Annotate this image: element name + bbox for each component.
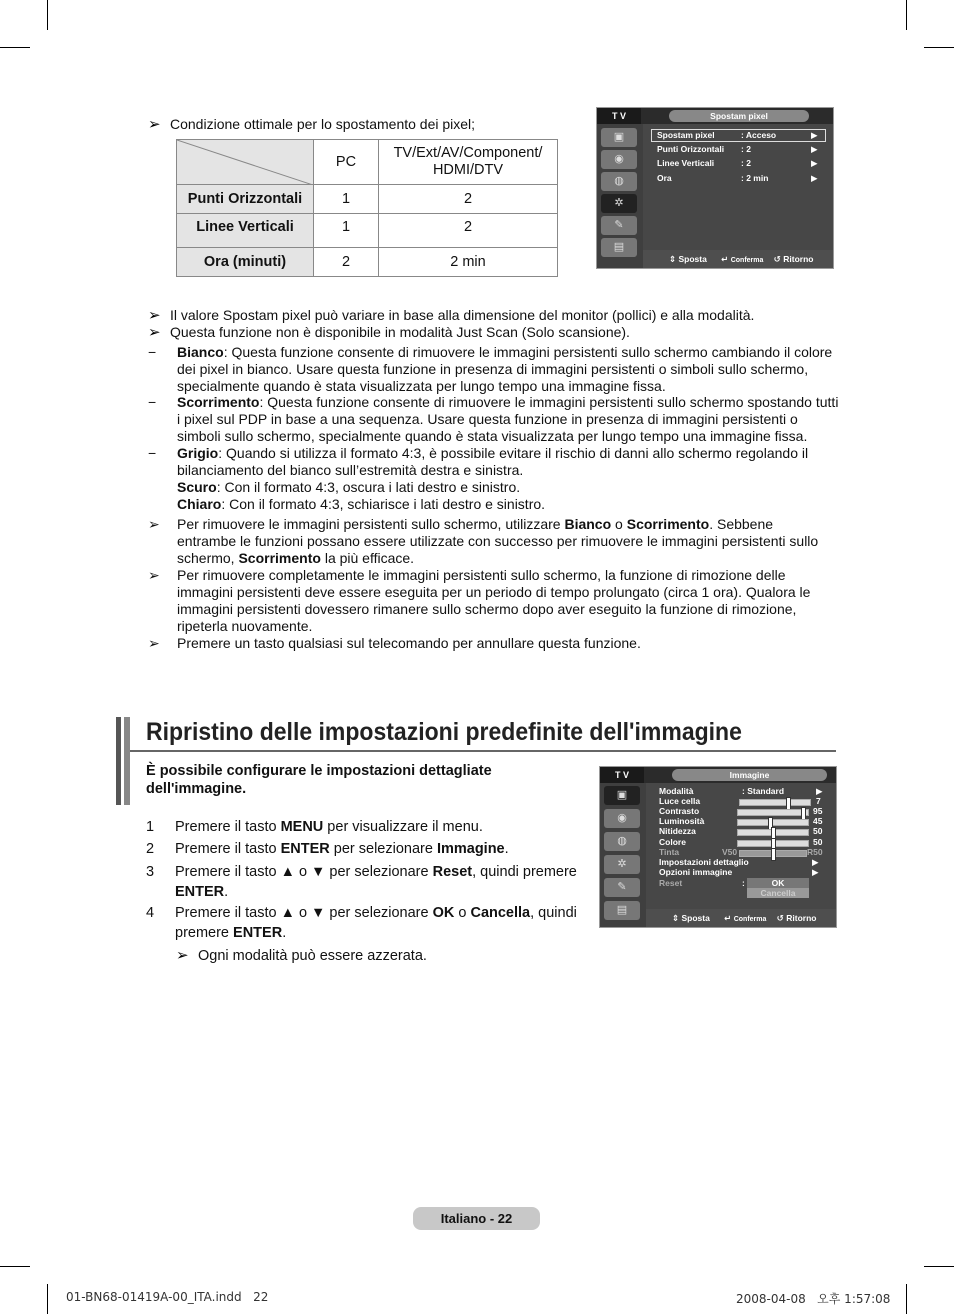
- setup-menu-icon: ✲: [601, 194, 637, 213]
- heading-underline: [130, 750, 836, 752]
- return-icon: ↺: [776, 913, 784, 923]
- table-corner-cell: [177, 140, 314, 185]
- step-text: [175, 862, 595, 902]
- dash-icon: −: [148, 445, 157, 461]
- arrow-icon: ➢: [148, 307, 161, 324]
- osd-row-label: Ora: [657, 173, 672, 183]
- dash-icon: −: [148, 344, 157, 360]
- osd-row-value: : Acceso: [741, 130, 777, 140]
- arrow-icon: ➢: [148, 635, 160, 651]
- osd-ok-option: OK: [747, 878, 809, 888]
- step-fragment: Premere il tasto ▲ o ▼ per selezionare: [175, 905, 433, 921]
- right-arrow-icon: ▶: [812, 867, 819, 877]
- application-menu-icon: ▤: [604, 901, 640, 920]
- step-fragment: .: [504, 841, 509, 857]
- step-number: 4: [146, 905, 155, 921]
- osd-row-value: : Standard: [742, 786, 785, 796]
- timestamp: 2008-04-08 오후 1:57:08: [736, 1292, 891, 1306]
- cell-tv: 2: [379, 185, 558, 214]
- tip-cancel: Premere un tasto qualsiasi sul telecomando per annullare questa funzione.: [177, 635, 641, 651]
- step-fragment: , quindi premere: [472, 864, 577, 880]
- step-fragment: Premere il tasto ▲ o ▼ per selezionare: [175, 864, 433, 880]
- dash-item-scorrimento: Scorrimento: Questa funzione consente di rimuovere le immagini persistenti sullo schermo spostando tutti i pixel sul PDP in base a una sequenza. Usare questa funzione in presenza di immagini persistenti o simboli sullo schermo, specialmente quando è stata visualizzata per lungo tempo una immagine fissa.: [177, 394, 839, 444]
- table-intro: ➢ Condizione ottimale per lo spostamento dei pixel;: [148, 116, 476, 133]
- osd-slider-value: 50: [813, 837, 823, 847]
- dash-item-bianco: Bianco: Questa funzione consente di rimuovere le immagini persistenti sullo schermo cambiando il colore dei pixel in bianco. Usare questa funzione in presenza di immagini persistenti o simboli sullo schermo, specialmente quando è stata visualizzata per lungo tempo una immagine fissa.: [177, 344, 833, 394]
- scuro-item: Scuro: Con il formato 4:3, oscura i lati destro e sinistro.: [177, 479, 521, 495]
- step-fragment: .: [224, 884, 229, 900]
- step-keyword: ENTER: [233, 925, 283, 941]
- header-tv: TV/Ext/AV/Component/ HDMI/DTV: [379, 140, 558, 185]
- section-intro: È possibile configurare le impostazioni dettagliate dell'immagine.: [146, 763, 492, 797]
- sound-menu-icon: ◉: [601, 150, 637, 169]
- arrow-icon: ➢: [148, 324, 161, 341]
- cell-tv: 2: [379, 214, 558, 248]
- heading-bar: [116, 717, 121, 805]
- osd-row-label: Impostazioni dettaglio: [659, 857, 749, 867]
- row-label: Punti Orizzontali: [177, 185, 314, 214]
- right-arrow-icon: ▶: [816, 786, 823, 796]
- osd-tint-left: V50: [722, 847, 738, 857]
- right-arrow-icon: ▶: [811, 173, 818, 183]
- osd-slider: [737, 809, 809, 816]
- step-fragment: .: [282, 925, 287, 941]
- osd-cancel-option: Cancella: [747, 888, 809, 898]
- enter-icon: ↵: [721, 254, 729, 264]
- right-arrow-icon: ▶: [812, 857, 819, 867]
- arrow-icon: ➢: [148, 567, 160, 583]
- osd-row-label: Spostam pixel: [657, 130, 715, 140]
- return-icon: ↺: [773, 254, 781, 264]
- osd-slider-value: 7: [816, 796, 821, 806]
- arrow-icon: ➢: [148, 516, 160, 532]
- cell-tv: 2 min: [379, 248, 558, 277]
- step-note: ➢ Ogni modalità può essere azzerata.: [176, 947, 427, 964]
- step-keyword: Immagine: [436, 841, 505, 857]
- osd-slider-value: 95: [813, 806, 823, 816]
- note: ➢ Il valore Spostam pixel può variare in base alla dimensione del monitor (pollici) e alla modalità.: [148, 307, 755, 324]
- arrow-icon: ➢: [176, 947, 189, 964]
- osd-row-label: Punti Orizzontali: [657, 144, 725, 154]
- tip-bianco-scorrimento: Per rimuovere le immagini persistenti sullo schermo, utilizzare Bianco o Scorrimento. Sebbene entrambe le funzioni possano essere utilizzate con successo per rimuovere le immagini persistenti sullo schermo, Scorrimento la più efficace.: [177, 516, 819, 566]
- step-keyword: Reset: [432, 864, 473, 880]
- crop-mark: [0, 1266, 30, 1267]
- crop-mark: [47, 1284, 48, 1314]
- step-keyword: OK: [432, 905, 455, 921]
- osd-title: Immagine: [672, 769, 827, 781]
- osd-row-value: : 2: [741, 158, 751, 168]
- osd-slider-label: Luce cella: [659, 796, 701, 806]
- right-arrow-icon: ▶: [811, 158, 818, 168]
- step-keyword: ENTER: [175, 884, 225, 900]
- tip-removal: Per rimuovere completamente le immagini persistenti sullo schermo, la funzione di rimozione delle immagini persistenti deve essere eseguita per un periodo di tempo prolungato (circa 1 ora). Qualora le immagini persistenti dovessero rimanere sullo schermo dopo aver eseguito la funzione di rimozione, ripeterla nuovamente.: [177, 567, 811, 634]
- step-keyword: Cancella: [470, 905, 531, 921]
- crop-mark: [906, 1284, 907, 1314]
- osd-footer: ⇕ Sposta ↵ Conferma ↺ Ritorno: [643, 250, 833, 268]
- crop-mark: [906, 0, 907, 30]
- step-fragment: , quindi premere: [175, 905, 577, 941]
- osd-pixel-shift: [596, 107, 834, 269]
- sound-menu-icon: ◉: [604, 809, 640, 828]
- heading-bar: [124, 717, 130, 805]
- step-text: [175, 817, 595, 837]
- header-pc: PC: [314, 140, 379, 185]
- input-menu-icon: ✎: [604, 878, 640, 897]
- osd-row-label: Modalità: [659, 786, 694, 796]
- osd-row-value: : 2 min: [741, 173, 769, 183]
- osd-sidebar: [600, 783, 646, 927]
- dash-icon: −: [148, 394, 157, 410]
- step-fragment: per selezionare: [329, 841, 437, 857]
- osd-slider-label: Contrasto: [659, 806, 700, 816]
- osd-slider-label: Tinta: [659, 847, 680, 857]
- right-arrow-icon: ▶: [811, 130, 818, 140]
- osd-slider: [739, 799, 811, 806]
- osd-slider: [739, 850, 807, 857]
- updown-icon: ⇕: [672, 913, 680, 923]
- right-arrow-icon: ▶: [811, 144, 818, 154]
- step-text: [175, 903, 595, 943]
- cell-pc: 2: [314, 248, 379, 277]
- osd-slider-label: Nitidezza: [659, 826, 696, 836]
- step-number: 3: [146, 864, 155, 880]
- osd-picture: T V Immagine ▣ ◉ ◍ ✲ ✎ ▤ Modalità : Standard ▶ Luce cella 7 Contrasto 95 Luminosità 45 Nitidezza 50 Colore 50 Tinta V50 R50 Impostazioni dettaglio ▶ Opzioni immagine ▶ Reset : OK Cancella ⇕ Sposta ↵ Conferma ↺ Ritorno: [599, 766, 837, 928]
- arrow-icon: ➢: [148, 116, 161, 133]
- step-text: [175, 839, 595, 859]
- setup-menu-icon: ✲: [604, 855, 640, 874]
- osd-slider: [737, 840, 809, 847]
- osd-title: Spostam pixel: [669, 110, 809, 122]
- osd-row-label: Linee Verticali: [657, 158, 715, 168]
- crop-mark: [0, 47, 30, 48]
- step-fragment: o: [454, 905, 471, 921]
- crop-mark: [924, 1266, 954, 1267]
- osd-tint-right: R50: [807, 847, 823, 857]
- chiaro-item: Chiaro: Con il formato 4:3, schiarisce i lati destro e sinistro.: [177, 496, 546, 512]
- osd-footer: ⇕ Sposta ↵ Conferma ↺ Ritorno: [646, 909, 836, 927]
- dash-item-grigio: Grigio: Quando si utilizza il formato 4:3, è possibile evitare il rischio di danni allo schermo regolando il bilanciamento del bianco sull’estremità destra e sinistra.: [177, 445, 809, 478]
- enter-icon: ↵: [724, 913, 732, 923]
- osd-row-label: Opzioni immagine: [659, 867, 733, 877]
- osd-row-value: : 2: [741, 144, 751, 154]
- step-keyword: MENU: [280, 819, 324, 835]
- crop-mark: [924, 47, 954, 48]
- osd-slider: [737, 829, 809, 836]
- crop-mark: [47, 0, 48, 30]
- row-label: Ora (minuti): [177, 248, 314, 277]
- cell-pc: 1: [314, 214, 379, 248]
- diagonal-line: [177, 140, 313, 185]
- osd-slider-label: Luminosità: [659, 816, 705, 826]
- step-number: 1: [146, 819, 155, 835]
- osd-sidebar: [597, 124, 643, 268]
- osd-tv-label: T V: [597, 108, 641, 124]
- channel-menu-icon: ◍: [604, 832, 640, 851]
- updown-icon: ⇕: [669, 254, 677, 264]
- file-info: 01-BN68-01419A-00_ITA.indd 22: [66, 1290, 269, 1304]
- pixel-shift-table: [176, 139, 558, 277]
- osd-slider-value: 50: [813, 826, 823, 836]
- osd-row-label: Reset: [659, 878, 683, 888]
- picture-menu-icon: ▣: [601, 128, 637, 147]
- step-number: 2: [146, 841, 155, 857]
- osd-slider: [737, 819, 809, 826]
- step-fragment: per visualizzare il menu.: [323, 819, 483, 835]
- step-fragment: Premere il tasto: [175, 819, 281, 835]
- picture-menu-icon: ▣: [604, 786, 640, 805]
- input-menu-icon: ✎: [601, 216, 637, 235]
- section-heading: Ripristino delle impostazioni predefinite dell'immagine: [146, 718, 742, 746]
- row-label: Linee Verticali: [177, 214, 314, 248]
- note: ➢ Questa funzione non è disponibile in modalità Just Scan (Solo scansione).: [148, 324, 630, 341]
- channel-menu-icon: ◍: [601, 172, 637, 191]
- step-fragment: Premere il tasto: [175, 841, 281, 857]
- osd-tv-label: T V: [600, 767, 644, 783]
- cell-pc: 1: [314, 185, 379, 214]
- application-menu-icon: ▤: [601, 238, 637, 257]
- slider-knob: [771, 848, 776, 861]
- step-keyword: ENTER: [280, 841, 330, 857]
- page-number-badge: Italiano - 22: [413, 1207, 540, 1230]
- osd-slider-label: Colore: [659, 837, 686, 847]
- osd-slider-value: 45: [813, 816, 823, 826]
